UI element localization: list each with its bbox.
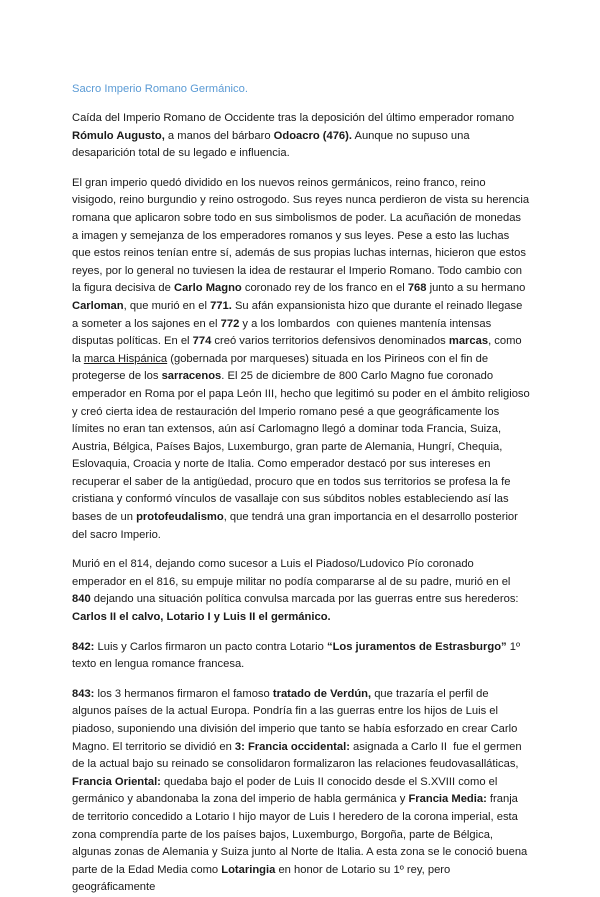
text-run: los 3 hermanos firmaron el famoso bbox=[94, 687, 273, 700]
bold-text: Odoacro (476). bbox=[273, 129, 352, 142]
text-run: que trazaría el perfil de algunos países de la actual Europa. Pondría fin a las guerras entre los hijos de Luis el piadoso, suponiendo una división del imperio que tanto se había esforzado en crear Carlo Magno. El territorio se dividió en bbox=[72, 687, 521, 753]
text-run: El gran imperio quedó dividido en los nuevos reinos germánicos, reino franco, reino visigodo, reino burgundio y reino ostrogodo. Sus reyes nunca perdieron de vista su herencia romana que aplicaron sobre todo en sus simbolismos de poder. La acuñación de monedas a imagen y semejanza de los emperadores romanos y sus leyes. Pese a esto las luchas que estos reinos tenían entre sí, además de sus propias luchas internas, hicieron que estos reyes, por lo general no tuviesen la idea de restaurar el Imperio Romano. Todo cambio con la figura decisiva de bbox=[72, 176, 533, 295]
text-run: en honor de Lotario su 1º rey, pero geográficamente bbox=[72, 863, 454, 894]
bold-text: 768 bbox=[407, 282, 427, 295]
text-run: asignada a Carlo II fue el germen de la actual bajo su reinado se consolidaron formalizaron las relaciones feudovasalláticas, bbox=[72, 740, 525, 771]
bold-text: 840 bbox=[72, 593, 91, 606]
bold-text: 771. bbox=[210, 299, 232, 312]
text-run: Aunque no supuso una desaparición total de su legado e influencia. bbox=[72, 129, 473, 160]
bold-text: 843: bbox=[72, 687, 95, 700]
underlined-text: marca Hispánica bbox=[83, 352, 168, 365]
bold-text: Carlos II el calvo, Lotario I y Luis II el germánico. bbox=[72, 611, 331, 624]
text-run: , que tendrá una gran importancia en el desarrollo posterior del sacro Imperio. bbox=[72, 511, 521, 541]
bold-text: marcas bbox=[448, 335, 489, 348]
text-run: Murió en el 814, dejando como sucesor a Luis el Piadoso/Ludovico Pío coronado emperador en el 816, su empuje militar no podía compararse al de su padre, murió en el bbox=[72, 558, 514, 588]
text-run: dejando una situación política convulsa marcada por las guerras entre sus herederos: bbox=[90, 593, 522, 606]
text-run: , que murió en el bbox=[123, 299, 211, 312]
bold-text: Carlo Magno bbox=[174, 282, 242, 295]
bold-text: 3: Francia occidental: bbox=[234, 740, 350, 753]
bold-text: Lotaringia bbox=[221, 863, 276, 876]
text-run: Su afán expansionista hizo que durante el reinado llegase a someter a los sajones en el bbox=[72, 299, 526, 330]
bold-text: 774 bbox=[192, 335, 212, 348]
text-run: franja de territorio concedido a Lotario I hijo mayor de Luis I heredero de la corona imperial, esta zona comprendía parte de los países bajos, Luxemburgo, Borgoña, parte de Bélgica, algunas zonas de Alemania y Suiza junto al Norte de Italia. A esta zona se le conoció buena parte de la Edad Media como bbox=[72, 793, 531, 876]
text-run: Luis y Carlos firmaron un pacto contra Lotario bbox=[94, 640, 327, 653]
text-run: creó varios territorios defensivos denominados bbox=[211, 335, 449, 348]
bold-text: 772 bbox=[220, 317, 240, 330]
text-run: junto a su hermano bbox=[426, 282, 529, 295]
text-run: 1º texto en lengua romance francesa. bbox=[72, 640, 524, 671]
bold-text: sarracenos bbox=[161, 370, 222, 383]
paragraph bbox=[72, 686, 530, 897]
bold-text: Carloman bbox=[72, 299, 124, 312]
text-run: y a los lombardos con quienes mantenía intensas disputas políticas. En el bbox=[72, 317, 495, 348]
text-run: coronado rey de los franco en el bbox=[241, 282, 408, 295]
bold-text: Francia Oriental: bbox=[72, 775, 161, 788]
paragraph bbox=[72, 639, 530, 674]
document-title: Sacro Imperio Romano Germánico. bbox=[72, 83, 248, 95]
text-run: , como la bbox=[72, 335, 525, 365]
text-run: quedaba bajo el poder de Luis II conocido desde el S.XVIII como el germánico y abandonaba la zona del imperio de habla germánica y bbox=[72, 775, 501, 806]
document-body bbox=[72, 110, 533, 897]
paragraph bbox=[72, 175, 533, 544]
bold-text: 842: bbox=[72, 640, 95, 653]
bold-text: “Los juramentos de Estrasburgo” bbox=[326, 640, 507, 653]
bold-text: Francia Media: bbox=[408, 793, 487, 806]
bold-text: tratado de Verdún, bbox=[272, 687, 372, 700]
paragraph bbox=[72, 556, 530, 626]
text-run: (gobernada por marqueses) situada en los Pirineos con el fin de protegerse de los bbox=[72, 352, 492, 383]
paragraph bbox=[72, 110, 530, 163]
text-run: Caída del Imperio Romano de Occidente tras la deposición del último emperador romano bbox=[72, 112, 518, 124]
text-run: . El 25 de diciembre de 800 Carlo Magno fue coronado emperador en Roma por el papa León III, hecho que legitimó su poder en el ámbito religioso y creó cierta idea de restauración del Imperio romano pesé a que geográficamente los límites no eran tan extensos, aún así Carlomagno llegó a dominar toda Francia, Suiza, Austria, Bélgica, Países Bajos, Luxemburgo, gran parte de Alemania, Hungrí, Chequia, Eslovaquia, Croacia y norte de Italia. Como emperador destacó por sus intereses en recuperar el saber de la antigüedad, procuro que en todos sus territorios se profesa la fe cristiana y conformó vínculos de vasallaje con sus súbditos nobles estableciendo así las bases de un bbox=[72, 370, 533, 524]
bold-text: Rómulo Augusto, bbox=[72, 129, 165, 142]
bold-text: protofeudalismo bbox=[136, 511, 224, 524]
text-run: a manos del bárbaro bbox=[164, 129, 274, 142]
